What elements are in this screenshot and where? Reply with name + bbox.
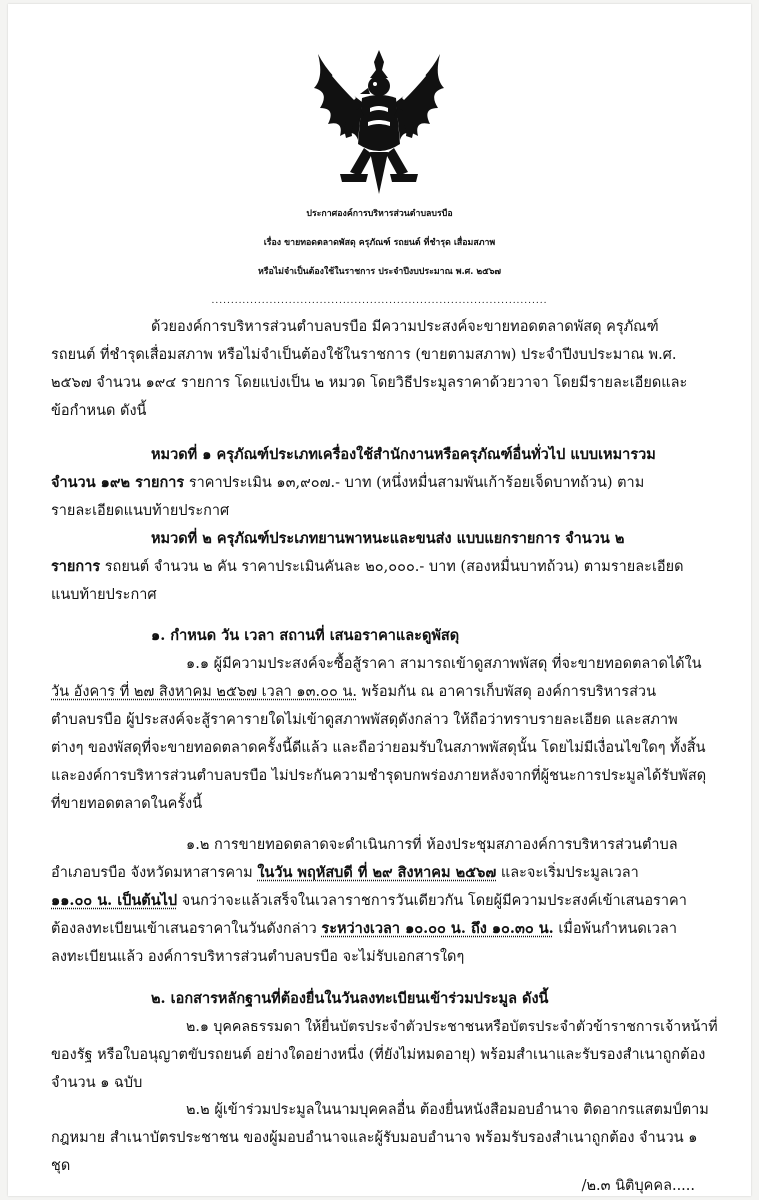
- clause-1-2-line-1: ๑.๒ การขายทอดตลาดจะดำเนินการที่ ห้องประชุมสภาองค์การบริหารส่วนตำบล: [186, 837, 678, 853]
- auction-location: อำเภอบรบือ จังหวัดมหาสารคาม: [51, 865, 258, 881]
- clause-1-1-line-6: ที่ขายทอดตลาดในครั้งนี้: [51, 796, 203, 812]
- intro-line-2: รถยนต์ ที่ชำรุดเสื่อมสภาพ หรือไม่จำเป็นต้องใช้ในราชการ (ขายตามสภาพ) ประจำปีงบประมาณ พ.ศ.: [51, 347, 677, 363]
- clause-2-2-line-3: ชุด: [51, 1158, 71, 1174]
- clause-1-1-line-2: [51, 682, 656, 702]
- category-1-line-3: รายละเอียดแนบท้ายประกาศ: [51, 503, 230, 519]
- inspection-date: วัน อังคาร ที่ ๒๗ สิงหาคม ๒๕๖๗ เวลา ๑๓.๐๐ น.: [51, 684, 357, 700]
- next-page-continuation: /๒.๓ นิติบุคคล.....: [581, 1178, 695, 1194]
- intro-line-3: ๒๕๖๗ จำนวน ๑๙๔ รายการ โดยแบ่งเป็น ๒ หมวด โดยวิธีประมูลราคาด้วยวาจา โดยมีรายละเอียดและ: [51, 375, 688, 391]
- category-1-line-2: [51, 473, 644, 493]
- clause-1-2-line-5: ลงทะเบียนแล้ว องค์การบริหารส่วนตำบลบรบือ จะไม่รับเอกสารใดๆ: [51, 949, 465, 965]
- intro-line-1: ด้วยองค์การบริหารส่วนตำบลบรบือ มีความประสงค์จะขายทอดตลาดพัสดุ ครุภัณฑ์: [151, 319, 659, 335]
- garuda-emblem-icon: [310, 48, 448, 198]
- clause-2-2-line-1: ๒.๒ ผู้เข้าร่วมประมูลในนามบุคคลอื่น ต้องยื่นหนังสือมอบอำนาจ ติดอากรแสตมป์ตาม: [186, 1102, 709, 1118]
- category-2-count: รายการ: [51, 558, 101, 575]
- auction-start-text: และจะเริ่มประมูลเวลา: [496, 865, 639, 881]
- registration-text: ต้องลงทะเบียนเข้าเสนอราคาในวันดังกล่าว: [51, 921, 322, 937]
- clause-2-1-line-1: ๒.๑ บุคคลธรรมดา ให้ยื่นบัตรประจำตัวประชาชนหรือบัตรประจำตัวข้าราชการเจ้าหน้าที่: [186, 1019, 718, 1035]
- clause-1-1-line-4: ต่างๆ ของพัสดุที่จะขายทอดตลาดครั้งนี้ดีแล้ว และถือว่ายอมรับในสภาพพัสดุนั้น โดยไม่มีเงื่อนไขใดๆ ทั้งสิ้น: [51, 740, 706, 756]
- category-1-heading: หมวดที่ ๑ ครุภัณฑ์ประเภทเครื่องใช้สำนักงานหรือครุภัณฑ์อื่นทั่วไป แบบเหมารวม: [151, 446, 656, 463]
- section-1-heading: ๑. กำหนด วัน เวลา สถานที่ เสนอราคาและดูพัสดุ: [151, 627, 460, 644]
- clause-1-1-line-1: ๑.๑ ผู้มีความประสงค์จะซื้อสู้ราคา สามารถเข้าดูสภาพพัสดุ ที่จะขายทอดตลาดได้ใน: [186, 656, 702, 672]
- clause-1-2-line-3: [51, 891, 687, 911]
- category-2-price: รถยนต์ จำนวน ๒ คัน ราคาประเมินคันละ ๒๐,๐๐๐.- บาท (สองหมื่นบาทถ้วน) ตามรายละเอียด: [100, 559, 684, 575]
- inspection-place: พร้อมกัน ณ อาคารเก็บพัสดุ องค์การบริหารส่วน: [356, 684, 656, 700]
- category-2-line-3: แนบท้ายประกาศ: [51, 587, 157, 603]
- registration-time: ระหว่างเวลา ๑๐.๐๐ น. ถึง ๑๐.๓๐ น.: [321, 920, 554, 937]
- clause-1-2-line-2: [51, 863, 639, 883]
- category-1-count: จำนวน ๑๙๒ รายการ: [51, 474, 185, 491]
- auction-duration: จนกว่าจะแล้วเสร็จในเวลาราชการวันเดียวกัน โดยผู้มีความประสงค์เข้าเสนอราคา: [177, 893, 687, 909]
- clause-2-1-line-2: ของรัฐ หรือใบอนุญาตขับรถยนต์ อย่างใดอย่างหนึ่ง (ที่ยังไม่หมดอายุ) พร้อมสำเนาและรับรองสำเนาถูกต้อง: [51, 1047, 706, 1063]
- clause-2-2-line-2: กฎหมาย สำเนาบัตรประชาชน ของผู้มอบอำนาจและผู้รับมอบอำนาจ พร้อมรับรองสำเนาถูกต้อง จำนวน ๑: [51, 1130, 698, 1146]
- registration-deadline: เมื่อพ้นกำหนดเวลา: [553, 921, 677, 937]
- clause-1-1-line-3: ตำบลบรบือ ผู้ประสงค์จะสู้ราคารายใดไม่เข้าดูสภาพพัสดุดังกล่าว ให้ถือว่าทราบรายละเอียด และสภาพ: [51, 712, 678, 728]
- auction-start-time: ๑๑.๐๐ น. เป็นต้นไป: [51, 892, 178, 909]
- subject-line: เรื่อง ขายทอดตลาดพัสดุ ครุภัณฑ์ รถยนต์ ที่ชำรุด เสื่อมสภาพ: [263, 238, 496, 248]
- category-2-heading: หมวดที่ ๒ ครุภัณฑ์ประเภทยานพาหนะและขนส่ง แบบแยกรายการ จำนวน ๒: [151, 530, 625, 547]
- separator-dots: .......................................................................................: [211, 296, 548, 306]
- subject-line-2: หรือไม่จำเป็นต้องใช้ในราชการ ประจำปีงบประมาณ พ.ศ. ๒๕๖๗: [257, 267, 502, 277]
- announcement-title: ประกาศองค์การบริหารส่วนตำบลบรบือ: [306, 209, 453, 219]
- clause-1-2-line-4: [51, 919, 677, 939]
- category-1-price: ราคาประเมิน ๑๓,๙๐๗.- บาท (หนึ่งหมื่นสามพันเก้าร้อยเจ็ดบาทถ้วน) ตาม: [184, 475, 645, 491]
- clause-1-1-line-5: และองค์การบริหารส่วนตำบลบรบือ ไม่ประกันความชำรุดบกพร่องภายหลังจากที่ผู้ชนะการประมูลได้รับพัสดุ: [51, 768, 707, 784]
- category-2-line-2: [51, 557, 684, 577]
- document-page: [8, 4, 751, 1196]
- intro-line-4: ข้อกำหนด ดังนี้: [51, 403, 147, 419]
- auction-date: ในวัน พฤหัสบดี ที่ ๒๙ สิงหาคม ๒๕๖๗: [257, 864, 497, 881]
- section-2-heading: ๒. เอกสารหลักฐานที่ต้องยื่นในวันลงทะเบียนเข้าร่วมประมูล ดังนี้: [151, 990, 549, 1007]
- clause-2-1-line-3: จำนวน ๑ ฉบับ: [51, 1075, 143, 1091]
